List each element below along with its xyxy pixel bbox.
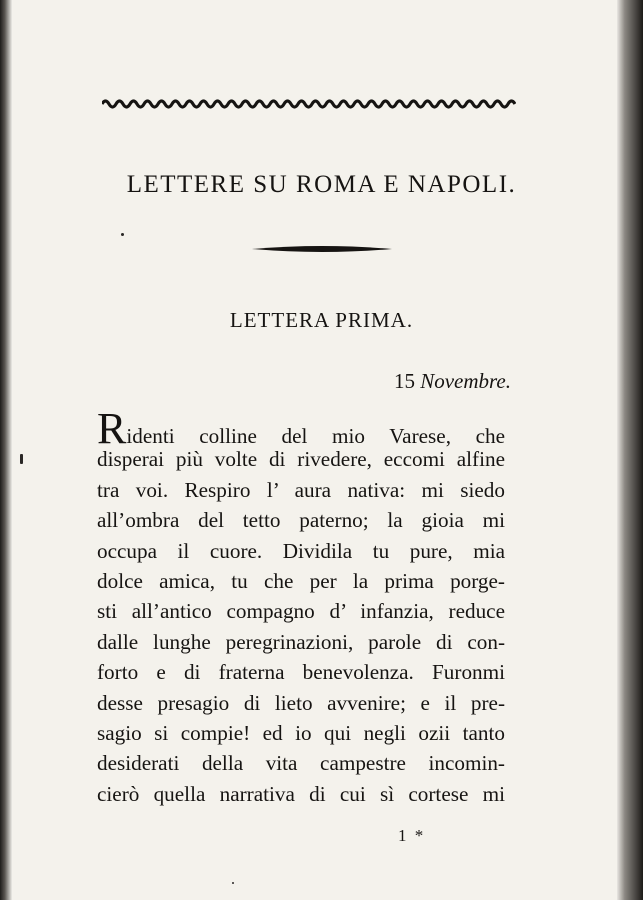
ink-speck bbox=[121, 233, 124, 236]
body-line: disperai più volte di rivedere, eccomi alfine bbox=[97, 447, 505, 472]
first-word-rest: identi bbox=[126, 424, 175, 448]
body-line: sagio si compie! ed io qui negli ozii tanto bbox=[97, 720, 505, 745]
body-line: all’ombra del tetto paterno; la gioia mi bbox=[97, 508, 505, 533]
page-right-edge bbox=[617, 0, 643, 900]
body-line: desse presagio di lieto avvenire; e il pre- bbox=[97, 690, 505, 715]
page-title: LETTERE SU ROMA E NAPOLI. bbox=[126, 171, 517, 198]
body-line-1: Ridenti colline del mio Varese, che bbox=[97, 404, 506, 453]
date-day: 15 bbox=[393, 369, 415, 393]
page-left-edge bbox=[0, 0, 12, 900]
title-rule-divider bbox=[252, 244, 392, 254]
body-line: forto e di fraterna benevolenza. Furonmi bbox=[97, 660, 505, 685]
body-line: dalle lunghe peregrinazioni, parole di con- bbox=[97, 629, 505, 654]
body-line: tra voi. Respiro l’ aura nativa: mi siedo bbox=[97, 477, 505, 502]
ink-speck bbox=[232, 882, 234, 884]
body-line: dolce amica, tu che per la prima porge- bbox=[97, 568, 505, 593]
letter-heading: LETTERA PRIMA. bbox=[229, 308, 414, 332]
drop-cap: R bbox=[97, 404, 127, 453]
body-line: occupa il cuore. Dividila tu pure, mia bbox=[97, 538, 505, 563]
body-line: sti all’antico compagno d’ infanzia, reduce bbox=[97, 599, 505, 624]
decorative-wave-border bbox=[102, 98, 516, 110]
body-line: cierò quella narrativa di cui sì cortese mi bbox=[97, 781, 505, 806]
date-month: Novembre. bbox=[420, 369, 511, 393]
body-line: desiderati della vita campestre incomin- bbox=[97, 751, 505, 776]
signature-mark: 1 * bbox=[398, 826, 426, 845]
margin-mark bbox=[20, 454, 23, 464]
letter-date bbox=[394, 369, 511, 394]
letter-body bbox=[97, 404, 506, 809]
